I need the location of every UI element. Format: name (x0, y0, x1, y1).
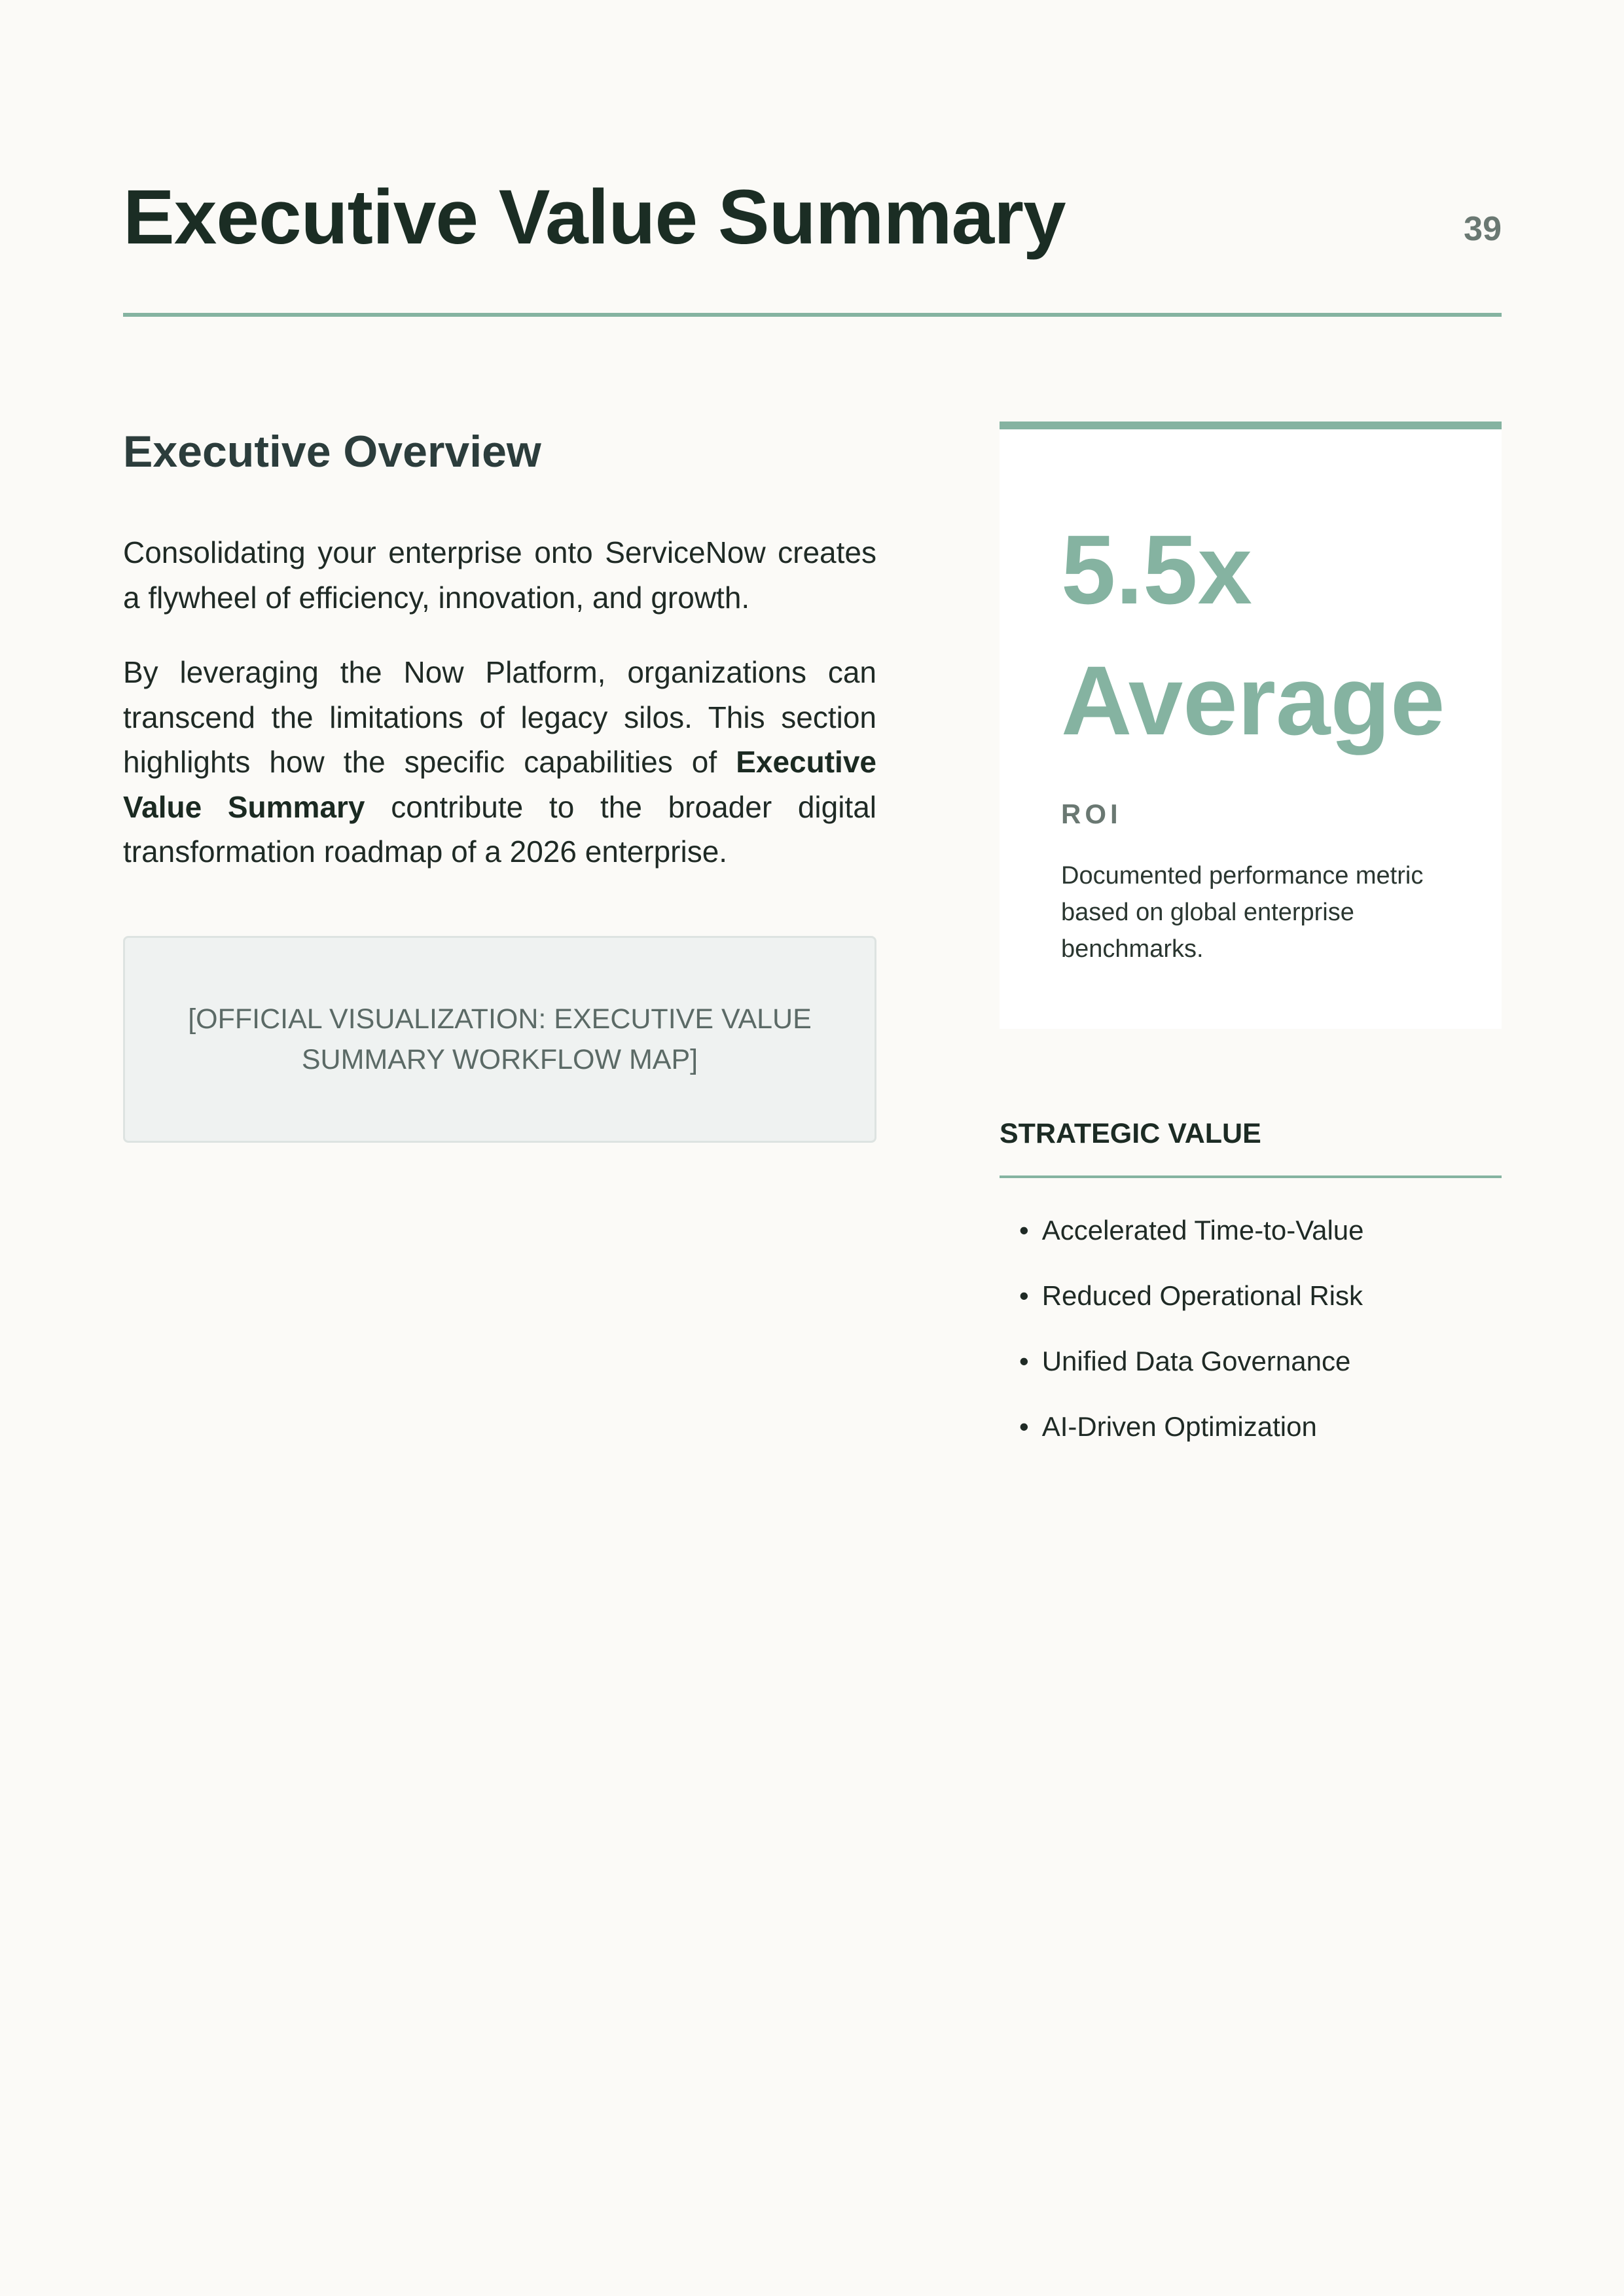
stat-value: 5.5x Average (1061, 514, 1445, 755)
list-item-label: Unified Data Governance (1041, 1346, 1351, 1376)
stat-description: Documented performance metric based on global enterprise benchmarks. (1061, 862, 1424, 963)
list-item (1019, 1211, 1502, 1250)
list-item (1019, 1342, 1502, 1381)
visualization-placeholder-text: [OFFICIAL VISUALIZATION: EXECUTIVE VALUE SUMMARY WORKFLOW MAP] (188, 1003, 812, 1075)
overview-column (123, 419, 876, 1143)
bullet-icon: • (1019, 1215, 1029, 1246)
visualization-placeholder (123, 936, 876, 1143)
list-item (1019, 1407, 1502, 1446)
stat-label: ROI (1061, 798, 1122, 829)
paragraph-2-text-end: contribute to the broader digital transformation roadmap of a 2026 enterprise. (123, 789, 877, 869)
strategic-value-heading: STRATEGIC VALUE (1000, 1118, 1261, 1149)
list-item-label: AI-Driven Optimization (1041, 1411, 1317, 1442)
page (123, 0, 1502, 2296)
list-item-label: Accelerated Time-to-Value (1041, 1215, 1364, 1246)
list-item (1019, 1276, 1502, 1316)
overview-paragraph-1: Consolidating your enterprise onto ServiceNow creates a flywheel of efficiency, innovation, and growth. (123, 535, 876, 615)
bullet-icon: • (1019, 1411, 1029, 1442)
strategic-value-list (1000, 1211, 1502, 1446)
page-header (123, 171, 1502, 276)
paragraph-2-text-start: By leveraging the Now Platform, organizations can transcend the limitations of legacy silos. This section highlights how the specific capabilities of (123, 655, 876, 779)
paragraph-2-emphasis: Executive Value Summary (123, 745, 876, 824)
page-number: 39 (1464, 210, 1502, 248)
roi-stat-card (1000, 422, 1502, 1029)
sidebar-column (1000, 422, 1502, 1473)
strategic-value-divider (1000, 1175, 1502, 1178)
overview-heading: Executive Overview (123, 427, 541, 476)
header-divider (123, 313, 1502, 317)
bullet-icon: • (1019, 1346, 1029, 1376)
page-title: Executive Value Summary (123, 174, 1066, 260)
list-item-label: Reduced Operational Risk (1041, 1280, 1363, 1311)
overview-paragraph-2 (123, 650, 876, 874)
bullet-icon: • (1019, 1280, 1029, 1311)
